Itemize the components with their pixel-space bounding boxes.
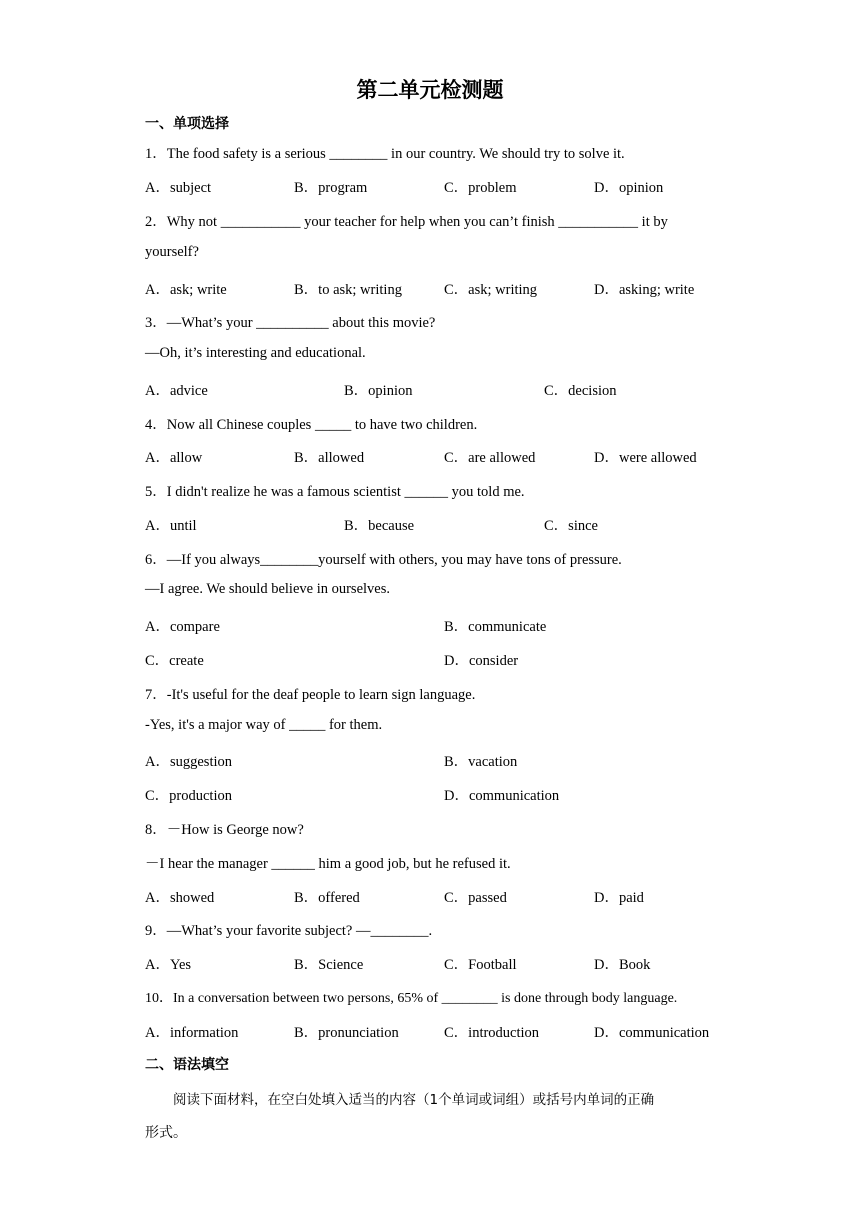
question-3-option-c: C．decision	[544, 383, 617, 399]
question-2-option-d: D．asking; write	[594, 282, 695, 298]
question-4-option-c: C．are allowed	[444, 450, 536, 466]
question-1-option-a: A．subject	[145, 180, 212, 196]
question-9-option-c: C．Football	[444, 957, 517, 973]
question-4-option-d: D．were allowed	[594, 450, 697, 466]
question-3-option-b: B．opinion	[344, 383, 413, 399]
question-6-option-a: A．compare	[145, 619, 220, 635]
question-8-option-c: C．passed	[444, 890, 507, 906]
question-3-text: 3．—What’s your __________ about this movie?	[145, 315, 436, 331]
question-10-option-c: C．introduction	[444, 1025, 540, 1041]
question-9-option-d: D．Book	[594, 957, 651, 973]
question-6-option-d: D．consider	[444, 653, 519, 669]
question-10-option-b: B．pronunciation	[294, 1025, 399, 1041]
question-8-option-a: A．showed	[145, 890, 215, 906]
question-8-text: 8．－How is George now?	[145, 822, 304, 838]
question-4-option-b: B．allowed	[294, 450, 365, 466]
question-5-text: 5．I didn't realize he was a famous scientist ______ you told me.	[145, 484, 525, 500]
question-10-option-a: A．information	[145, 1025, 239, 1041]
question-7-option-b: B．vacation	[444, 754, 518, 770]
question-8-option-d: D．paid	[594, 890, 644, 906]
question-5-option-c: C．since	[544, 518, 598, 534]
question-1-text: 1．The food safety is a serious ________ in our country. We should try to solve it.	[145, 146, 625, 162]
question-5-option-b: B．because	[344, 518, 415, 534]
question-1-option-c: C．problem	[444, 180, 517, 196]
question-7-text: 7．-It's useful for the deaf people to learn sign language.	[145, 687, 476, 703]
page-title: 第二单元检测题	[356, 78, 504, 102]
question-5-option-a: A．until	[145, 518, 197, 534]
question-2-option-b: B．to ask; writing	[294, 282, 402, 298]
instruction-text: 阅读下面材料，在空白处填入适当的内容（1个单词或词组）或括号内单词的正确	[173, 1092, 655, 1108]
question-2-text-cont: yourself?	[145, 244, 199, 260]
question-9-text: 9．—What’s your favorite subject? —________.	[145, 923, 433, 939]
section-heading-grammar-fill: 二、语法填空	[145, 1057, 229, 1073]
question-6-text: 6．—If you always________yourself with others, you may have tons of pressure.	[145, 552, 622, 568]
question-8-option-b: B．offered	[294, 890, 360, 906]
question-6-text-cont: —I agree. We should believe in ourselves.	[145, 581, 390, 597]
question-4-text: 4．Now all Chinese couples _____ to have two children.	[145, 417, 478, 433]
question-7-option-c: C．production	[145, 788, 232, 804]
question-10-text: 10．In a conversation between two persons, 65% of ________ is done through body language.	[145, 991, 678, 1006]
question-2-option-a: A．ask; write	[145, 282, 227, 298]
question-7-option-d: D．communication	[444, 788, 560, 804]
question-9-option-a: A．Yes	[145, 957, 192, 973]
question-7-option-a: A．suggestion	[145, 754, 232, 770]
question-6-option-c: C．create	[145, 653, 204, 669]
question-1-option-d: D．opinion	[594, 180, 664, 196]
question-9-option-b: B．Science	[294, 957, 364, 973]
question-3-option-a: A．advice	[145, 383, 208, 399]
question-2-text: 2．Why not ___________ your teacher for help when you can’t finish ___________ it by	[145, 214, 668, 230]
question-4-option-a: A．allow	[145, 450, 203, 466]
question-8-text-cont: －I hear the manager ______ him a good job, but he refused it.	[145, 856, 511, 872]
question-1-option-b: B．program	[294, 180, 368, 196]
section-heading-multiple-choice: 一、单项选择	[145, 116, 229, 132]
question-7-text-cont: -Yes, it's a major way of _____ for them.	[145, 717, 383, 733]
question-6-option-b: B．communicate	[444, 619, 547, 635]
instruction-text-cont: 形式。	[145, 1125, 187, 1141]
question-10-option-d: D．communication	[594, 1025, 710, 1041]
question-3-text-cont: —Oh, it’s interesting and educational.	[145, 345, 366, 361]
question-2-option-c: C．ask; writing	[444, 282, 538, 298]
